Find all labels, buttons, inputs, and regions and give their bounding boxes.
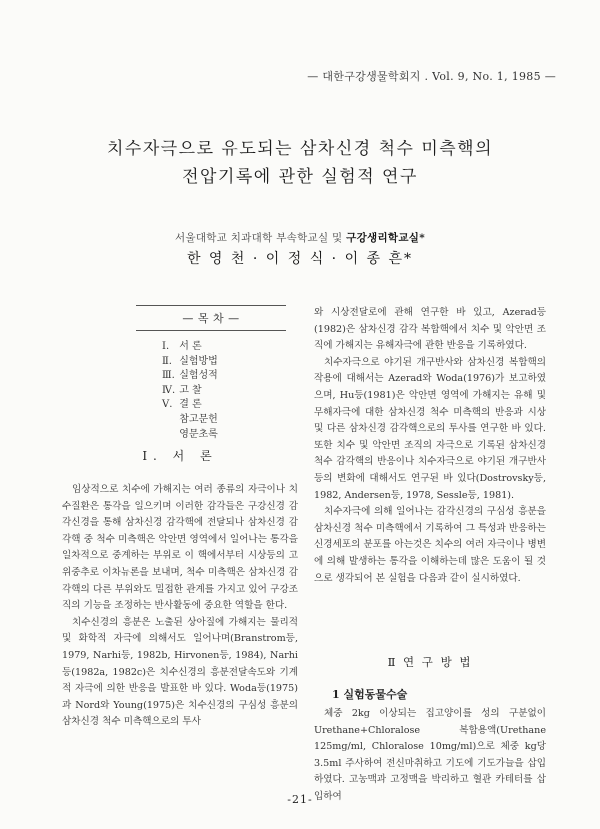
section-heading-introduction: Ⅰ. 서 론 [142, 449, 218, 463]
paragraph: 치수신경의 흥분은 노출된 상아질에 가해지는 물리적 및 화학적 자극에 의해서도 일어나며(Branstrom등, 1979, Narhi등, 1982b, Hirvonen등, 1984), Narhi등(1982a, 1982c)은 치수신경의 흥분전달속도와 기계적 자극에 의한 반응을 발표한 바 있다. Woda등(1975)과 Nord와 Young(1975)은 치수신경의 구심성 흥분의 삼차신경 척수 미측핵으로의 투사 [62, 616, 298, 728]
toc-item: 영문초록 [179, 428, 218, 440]
affiliation [0, 230, 600, 245]
toc-item: Ⅱ. 실험방법 [162, 355, 218, 367]
paragraph: 와 시상전달로에 관해 연구한 바 있고, Azerad등(1982)은 삼차신경 감각 복합핵에서 치수 및 악안면 조직에 가해지는 유해자극에 관한 반응을 기록하였다. [314, 307, 546, 352]
paper-title-line2: 전압기록에 관한 실험적 연구 [182, 167, 418, 187]
affiliation-school: 서울대학교 치과대학 부속학교실 및 [174, 232, 343, 244]
toc-top-rule [136, 305, 286, 306]
toc-item: Ⅲ. 실험성적 [162, 370, 218, 382]
page-number: -21- [287, 793, 313, 806]
paragraph: 치수자극에 의해 일어나는 감각신경의 구심성 흥분을 삼차신경 척수 미측핵에서 기록하여 그 특성과 반응하는 신경세포의 분포를 아는것은 치수의 여러 자극이나 병변에 의해 발생하는 통각을 이해하는데 많은 도움이 될 것으로 생각되어 본 실험을 다음과 같이 실시하였다. [314, 506, 546, 584]
toc-heading: — 목 차 — [182, 312, 240, 325]
affiliation-department: 구강생리학교실* [346, 232, 426, 244]
subsection-heading: 1 실험동물수술 [332, 688, 408, 701]
toc-box [136, 305, 286, 331]
toc-item: Ⅴ. 결 론 [162, 399, 202, 411]
toc-item: Ⅳ. 고 찰 [162, 384, 202, 396]
toc-list [162, 340, 218, 442]
paragraph: 체중 2kg 이상되는 집고양이를 성의 구분없이 Urethane+Chloralose 복합용액(Urethane 125mg/ml, Chloralose 10mg/ml)으로 체중 kg당 3.5ml 주사하여 전신마취하고 기도에 기도가늘을 삽입하였다. 고농맥과 고정맥을 박리하고 혈관 카테터를 삽입하여 [314, 708, 546, 802]
paper-title-line1: 치수자극으로 유도되는 삼차신경 척수 미측핵의 [106, 139, 494, 159]
right-column-text [314, 305, 546, 587]
section-heading-methods: Ⅱ 연 구 방 법 [387, 655, 473, 669]
journal-header: — 대한구강생물학회지 . Vol. 9, No. 1, 1985 — [307, 70, 556, 83]
paragraph: 치수자극으로 야기된 개구반사와 삼차신경 복합핵의 작용에 대해서는 Azerad와 Woda(1976)가 보고하였으며, Hu등(1981)은 악안면 영역에 가해지는 유해 및 무해자극에 대한 삼차신경 척수 미측핵의 반응과 시상 및 다른 삼차신경 감각핵으로의 투사를 연구한 바 있다. 또한 치수 및 악안면 조직의 자극으로 기록된 삼차신경 척수 감각핵의 반응이나 치수자극으로 야기된 개구반사등의 변화에 대해서도 연구된 바 있다(Dostrovsky등, 1982, Andersen등, 1978, Sessle등, 1981). [314, 356, 546, 501]
toc-item: Ⅰ. 서 론 [162, 341, 202, 352]
authors: 한 영 천 · 이 정 식 · 이 종 흔* [186, 251, 414, 267]
toc-item: 참고문헌 [179, 413, 218, 425]
toc-bottom-rule [136, 330, 286, 331]
right-column-methods-text [314, 706, 546, 806]
paragraph: 임상적으로 치수에 가해지는 여러 종류의 자극이나 치수질환은 통각을 일으키며 이러한 감각들은 구강신경 감각신경을 통해 삼차신경 감각핵에 전달되나 삼차신경 감각핵 중 척수 미측핵은 악안면 영역에서 일어나는 통각을 일차적으로 중계하는 부위로 이 핵에서부터 시상등의 고위중추로 이차뉴론을 보내며, 척수 미측핵은 삼차신경 감각핵의 다른 부위와도 밀접한 관계를 가지고 있어 구강조직의 기능을 조정하는 반사활동에 중요한 역할을 한다. [62, 484, 298, 612]
left-column-text [62, 482, 298, 731]
